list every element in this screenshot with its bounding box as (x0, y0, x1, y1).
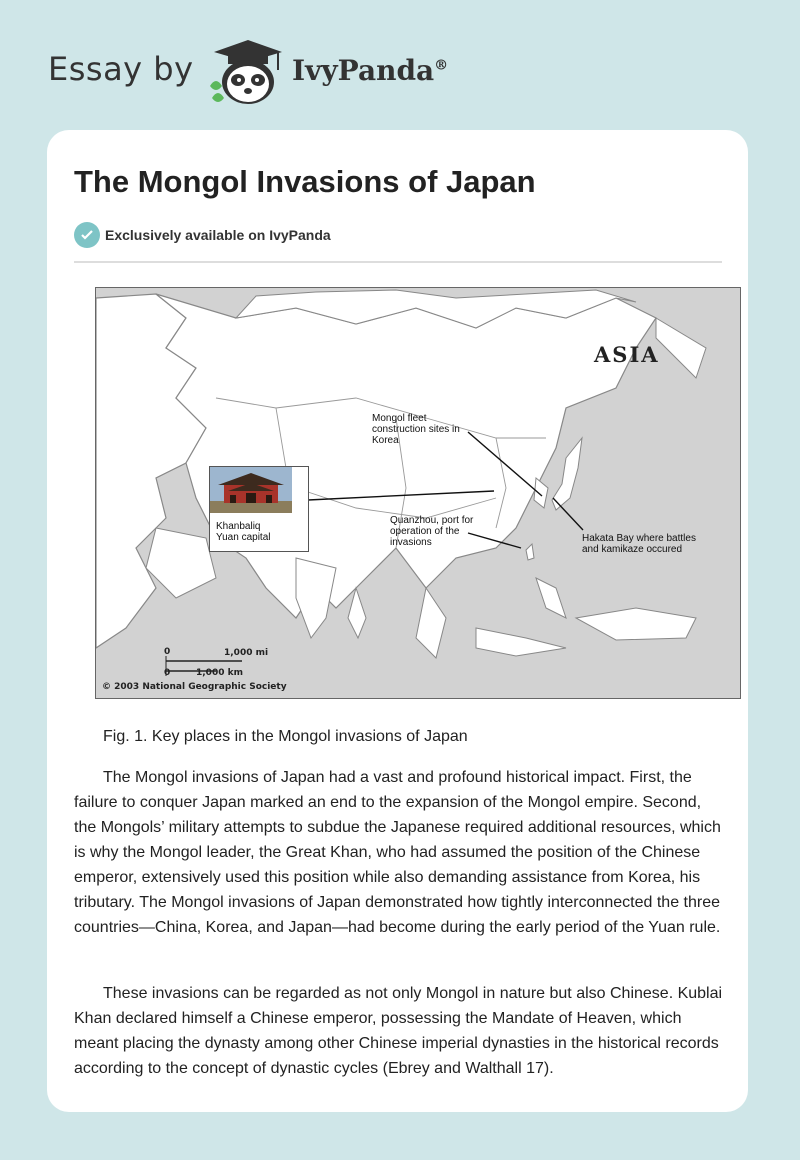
brand-name: IvyPanda® (292, 54, 449, 87)
capital-name: Khanbaliq (216, 521, 261, 532)
badge-text: Exclusively available on IvyPanda (105, 227, 331, 243)
capital-callout (209, 466, 309, 552)
site-header (48, 36, 508, 108)
annotation-hakata: Hakata Bay where battles and kamikaze occured (582, 533, 696, 555)
capital-role: Yuan capital (216, 532, 271, 543)
divider (74, 261, 722, 263)
map-figure (95, 287, 741, 699)
article-card (47, 130, 748, 1112)
annotation-korea: Mongol fleet construction sites in Korea (372, 413, 460, 446)
capital-caption (216, 521, 271, 543)
region-label: ASIA (594, 342, 660, 367)
paragraph-1: The Mongol invasions of Japan had a vast and profound historical impact. First, the failure to conquer Japan marked an end to the expansion of the Mongol empire. Second, the Mongols’ military attempts to subdue the Japanese required additional resources, which is why the Mongol leader, the Great Khan, who had assumed the position of the Chinese emperor, extensively used this position while also demanding assistance from Korea, his tributary. The Mongol invasions of Japan demonstrated how tightly interconnected the three countries—China, Korea, and Japan—had become during the early period of the Yuan rule. (74, 769, 721, 936)
annotation-quanzhou: Quanzhou, port for operation of the invasions (390, 515, 474, 548)
figure-caption: Fig. 1. Key places in the Mongol invasions of Japan (103, 728, 468, 745)
page-title: The Mongol Invasions of Japan (74, 164, 536, 199)
scale-km: 1,000 km (196, 668, 243, 678)
palace-image (210, 467, 292, 513)
map-credit: © 2003 National Geographic Society (102, 682, 287, 692)
panda-graduate-logo[interactable] (204, 36, 288, 108)
scale-mi: 1,000 mi (224, 648, 269, 658)
scale-zero-mi: 0 (164, 647, 171, 657)
paragraph-2: These invasions can be regarded as not only Mongol in nature but also Chinese. Kublai Khan declared himself a Chinese emperor, possessing the Mandate of Heaven, which meant placing the dynasty among other Chinese imperial dynasties in the historical records according to the concept of dynastic cycles (Ebrey and Walthall 17). (74, 985, 723, 1077)
check-icon (74, 222, 100, 248)
essay-by-label: Essay by (48, 50, 194, 88)
scale-zero-km: 0 (164, 668, 171, 678)
